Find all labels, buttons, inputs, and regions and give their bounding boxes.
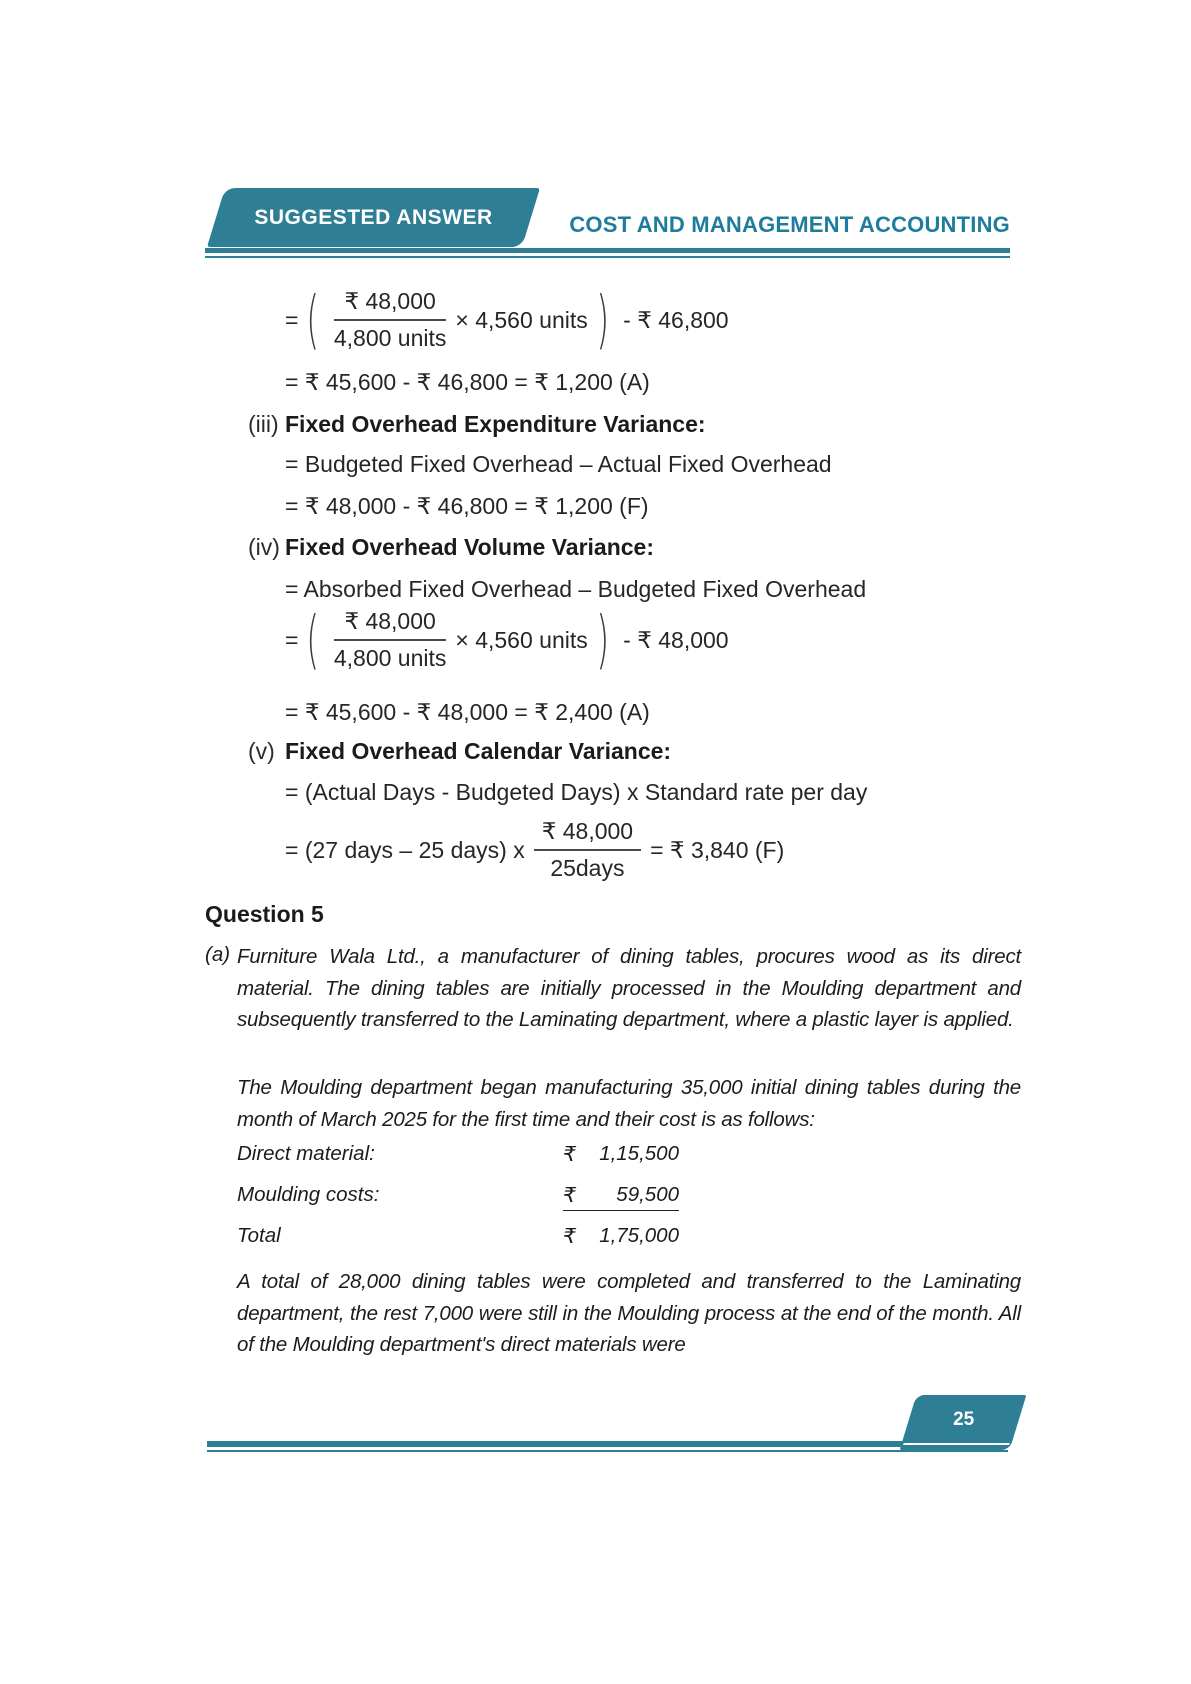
- cost-row-direct-material: [237, 1142, 679, 1167]
- question-paragraph: The Moulding department began manufacturing 35,000 initial dining tables during the month of March 2025 for the first time and their cost is as follows:: [237, 1076, 1021, 1131]
- cost-label: Total: [237, 1224, 281, 1247]
- cost-row-moulding-costs: [237, 1183, 679, 1211]
- formula-lhs: = (27 days – 25 days) x: [285, 836, 525, 863]
- list-marker: (iii): [248, 411, 279, 437]
- formula-result-line: = ₹ 48,000 - ₹ 46,800 = ₹ 1,200 (F): [285, 493, 649, 519]
- document-title: COST AND MANAGEMENT ACCOUNTING: [569, 212, 1010, 237]
- fraction-multiplier: × 4,560 units: [455, 306, 588, 333]
- part-marker: (a): [205, 943, 231, 966]
- formula-lhs: =: [285, 626, 299, 653]
- fraction-multiplier: × 4,560 units: [455, 626, 588, 653]
- formula-line: = Absorbed Fixed Overhead – Budgeted Fixed Overhead: [285, 576, 867, 602]
- header-rule-thin: [205, 256, 1010, 258]
- variance-item-iv: [248, 534, 654, 561]
- formula-tail: = ₹ 3,840 (F): [650, 836, 785, 863]
- cost-label: Direct material:: [237, 1142, 375, 1165]
- footer-rule-thin: [207, 1450, 1008, 1452]
- fraction: [334, 287, 447, 353]
- formula-tail: - ₹ 48,000: [623, 626, 729, 653]
- formula-lhs: =: [285, 306, 299, 333]
- question-part-a: [205, 941, 1021, 1036]
- variance-heading: Fixed Overhead Expenditure Variance:: [285, 411, 706, 437]
- currency-symbol: ₹: [563, 1184, 577, 1207]
- formula-calendar-variance: [285, 820, 793, 880]
- variance-item-iii: [248, 411, 706, 438]
- question-paragraph: Furniture Wala Ltd., a manufacturer of dining tables, procures wood as its direct material. The dining tables are initially processed in the Moulding department and subsequently transferred to the Laminating department, where a plastic layer is applied.: [237, 945, 1021, 1031]
- currency-symbol: ₹: [563, 1225, 577, 1248]
- cost-amount: 59,500: [616, 1183, 679, 1206]
- variance-item-v: [248, 738, 671, 765]
- fraction: [534, 817, 641, 883]
- footer-rule-thick: [207, 1441, 1008, 1447]
- formula-absorbed-overhead: = ( $\frac{₹ 48,000}{\text{4,800 units}}$ × 4,560 units ) - ₹ 46,800: [285, 283, 729, 357]
- formula-line: = (Actual Days - Budgeted Days) x Standard rate per day: [285, 779, 868, 805]
- cost-value: [563, 1183, 679, 1211]
- formula-result-line: = ₹ 45,600 - ₹ 46,800 = ₹ 1,200 (A): [285, 369, 650, 395]
- cost-value: [563, 1142, 679, 1167]
- page-number: 25: [953, 1409, 975, 1431]
- banner-label: SUGGESTED ANSWER: [254, 205, 493, 229]
- fraction-numerator: ₹ 48,000: [334, 607, 447, 641]
- suggested-answer-banner: [207, 188, 540, 247]
- fraction-denominator: 4,800 units: [333, 645, 447, 671]
- formula-result-line: = ₹ 45,600 - ₹ 48,000 = ₹ 2,400 (A): [285, 699, 650, 725]
- fraction-numerator: ₹ 48,000: [334, 287, 447, 321]
- cost-value: [563, 1224, 679, 1249]
- cost-label: Moulding costs:: [237, 1183, 380, 1206]
- fraction-denominator: 25days: [550, 855, 625, 881]
- fraction: [334, 607, 447, 673]
- fraction-numerator: ₹ 48,000: [534, 817, 641, 851]
- fraction-denominator: 4,800 units: [333, 325, 447, 351]
- variance-heading: Fixed Overhead Volume Variance:: [285, 534, 654, 560]
- formula-line: = Budgeted Fixed Overhead – Actual Fixed Overhead: [285, 451, 832, 477]
- formula-volume-variance: = ( $\frac{₹ 48,000}{\text{4,800 units}}$ × 4,560 units ) - ₹ 48,000: [285, 603, 729, 677]
- question-heading: Question 5: [205, 901, 324, 927]
- list-marker: (v): [248, 738, 275, 764]
- header-rule-thick: [205, 248, 1010, 253]
- variance-heading: Fixed Overhead Calendar Variance:: [285, 738, 672, 764]
- currency-symbol: ₹: [563, 1143, 577, 1166]
- list-marker: (iv): [248, 534, 280, 560]
- page-number-badge: [900, 1395, 1027, 1450]
- formula-tail: - ₹ 46,800: [623, 306, 729, 333]
- question-paragraph: A total of 28,000 dining tables were completed and transferred to the Laminating department, the rest 7,000 were still in the Moulding process at the end of the month. All of the Moulding department's direct materials were: [237, 1270, 1021, 1356]
- cost-amount: 1,15,500: [599, 1142, 679, 1165]
- cost-amount: 1,75,000: [599, 1224, 679, 1247]
- cost-row-total: [237, 1224, 679, 1249]
